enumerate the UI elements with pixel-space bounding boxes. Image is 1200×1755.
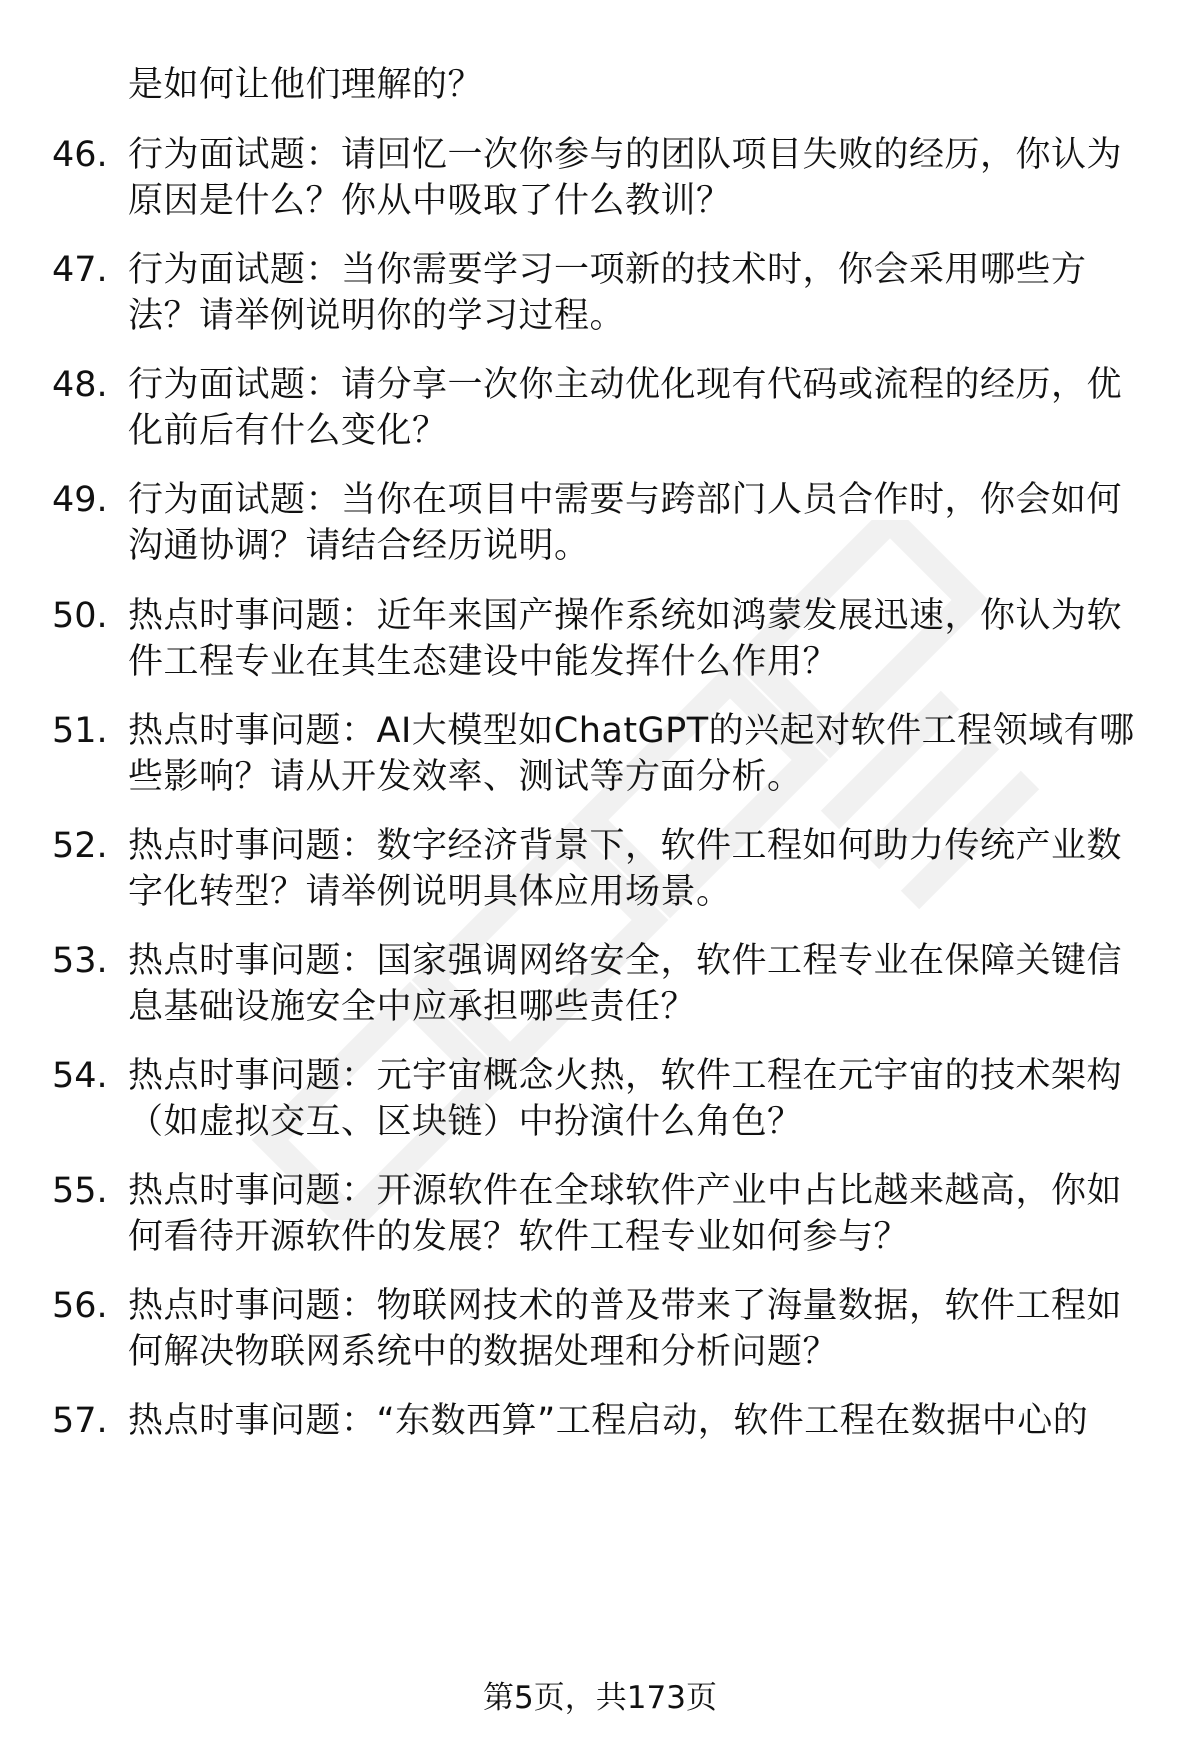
- page-footer: 第5页，共173页: [483, 1680, 717, 1716]
- question-text-line2: 何解决物联网系统中的数据处理和分析问题？: [128, 1332, 839, 1372]
- continuation-line: 是如何让他们理解的？: [128, 65, 484, 105]
- question-text-line1: 热点时事问题：元宇宙概念火热，软件工程在元宇宙的技术架构: [128, 1056, 1123, 1096]
- question-text-line2: 沟通协调？请结合经历说明。: [128, 526, 590, 566]
- question-text-line1: 热点时事问题：AI大模型如ChatGPT的兴起对软件工程领域有哪: [128, 711, 1135, 751]
- question-text-line2: 些影响？请从开发效率、测试等方面分析。: [128, 757, 803, 797]
- question-number: 56.: [52, 1286, 108, 1326]
- question-text-line1: 热点时事问题：开源软件在全球软件产业中占比越来越高，你如: [128, 1171, 1123, 1211]
- question-text-line1: 热点时事问题：国家强调网络安全，软件工程专业在保障关键信: [128, 941, 1123, 981]
- question-number: 53.: [52, 941, 108, 981]
- question-text-line1: 行为面试题：当你需要学习一项新的技术时，你会采用哪些方: [128, 250, 1087, 290]
- question-text-line1: 热点时事问题：近年来国产操作系统如鸿蒙发展迅速，你认为软: [128, 596, 1123, 636]
- question-number: 48.: [52, 365, 108, 405]
- question-number: 52.: [52, 826, 108, 866]
- question-text-line2: 何看待开源软件的发展？软件工程专业如何参与？: [128, 1217, 910, 1257]
- question-text-line1: 热点时事问题：物联网技术的普及带来了海量数据，软件工程如: [128, 1286, 1123, 1326]
- question-text-line2: 化前后有什么变化？: [128, 411, 448, 451]
- question-text-line1: 热点时事问题：数字经济背景下，软件工程如何助力传统产业数: [128, 826, 1123, 866]
- question-text-line2: 原因是什么？你从中吸取了什么教训？: [128, 181, 732, 221]
- question-number: 55.: [52, 1171, 108, 1211]
- question-number: 57.: [52, 1401, 108, 1441]
- question-text-line1: 行为面试题：请分享一次你主动优化现有代码或流程的经历，优: [128, 365, 1123, 405]
- question-text-line2: 法？请举例说明你的学习过程。: [128, 296, 626, 336]
- question-text-line2: 字化转型？请举例说明具体应用场景。: [128, 872, 732, 912]
- question-number: 50.: [52, 596, 108, 636]
- question-text-line1: 热点时事问题：“东数西算”工程启动，软件工程在数据中心的: [128, 1401, 1089, 1441]
- question-number: 47.: [52, 250, 108, 290]
- question-number: 54.: [52, 1056, 108, 1096]
- question-number: 46.: [52, 135, 108, 175]
- question-text-line1: 行为面试题：当你在项目中需要与跨部门人员合作时，你会如何: [128, 480, 1123, 520]
- question-number: 49.: [52, 480, 108, 520]
- question-text-line2: 件工程专业在其生态建设中能发挥什么作用？: [128, 642, 839, 682]
- question-number: 51.: [52, 711, 108, 751]
- question-text-line2: 息基础设施安全中应承担哪些责任？: [128, 987, 697, 1027]
- question-text-line1: 行为面试题：请回忆一次你参与的团队项目失败的经历，你认为: [128, 135, 1123, 175]
- question-text-line2: （如虚拟交互、区块链）中扮演什么角色？: [128, 1102, 803, 1142]
